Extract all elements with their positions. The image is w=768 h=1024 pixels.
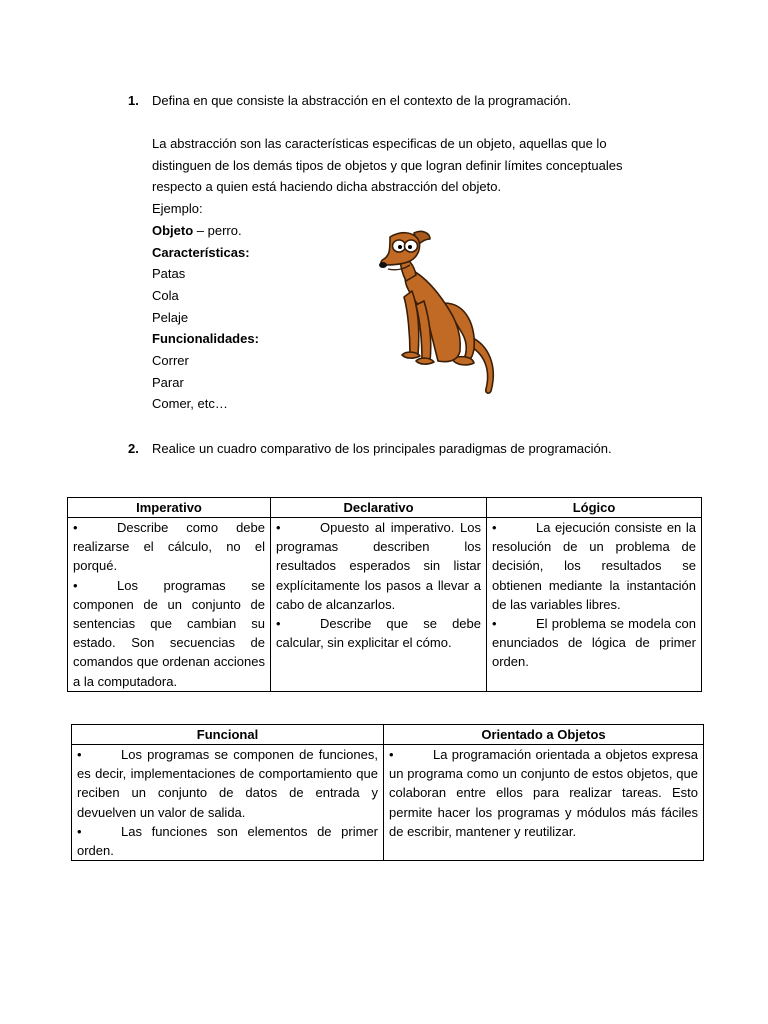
object-label: Objeto [152, 222, 194, 238]
functions-label: Funcionalidades: [152, 331, 259, 347]
header-declarativo: Declarativo [271, 498, 487, 518]
bullet-icon: • [73, 577, 78, 593]
comparison-table-2 [71, 724, 704, 861]
table-header-row [68, 498, 702, 518]
list-item [73, 576, 265, 691]
bullet-icon: • [276, 520, 281, 535]
feature-item: Patas [152, 266, 186, 282]
list-item [276, 614, 481, 652]
bullet-icon: • [389, 747, 394, 762]
cell-text: La ejecución consiste en la resolución de un problema de decisión, los resultados se obtienen mediante la instantación de las variables libres. [492, 520, 696, 612]
header-orientado-objetos: Orientado a Objetos [384, 725, 704, 745]
question-1-text: Defina en que consiste la abstracción en el contexto de la programación. [152, 93, 572, 108]
answer-line-2: distinguen de los demás tipos de objetos y que logran definir límites conceptuales [152, 157, 623, 173]
list-item [276, 518, 481, 614]
bullet-icon: • [77, 823, 82, 839]
features-label: Características: [152, 244, 250, 260]
cell-text: El problema se modela con enunciados de lógica de primer orden. [492, 616, 696, 670]
table-row [72, 745, 704, 861]
cell-imperativo [68, 518, 271, 692]
table-header-row [72, 725, 704, 745]
list-item [492, 518, 696, 614]
object-value: – perro. [193, 222, 242, 238]
cell-text: La programación orientada a objetos expresa un programa como un conjunto de estos objetos, que colaboran entre ellos para realizar tareas. Esto permite hacer los programas y módulos más fáciles de escribir, mantener y reutilizar. [389, 747, 698, 839]
dog-illustration [376, 225, 500, 395]
header-logico: Lógico [487, 498, 702, 518]
table-row [68, 518, 702, 692]
bullet-icon: • [492, 616, 497, 632]
cell-declarativo [271, 518, 487, 692]
bullet-icon: • [276, 616, 281, 632]
header-imperativo: Imperativo [68, 498, 271, 518]
answer-line-3: respecto a quien está haciendo dicha abstracción del objeto. [152, 179, 502, 195]
feature-item: Cola [152, 287, 179, 303]
bullet-icon: • [492, 520, 497, 535]
cell-funcional [72, 745, 384, 861]
cell-text: Los programas se componen de funciones, es decir, implementaciones de comportamiento que reciben un conjunto de datos de entrada y devuelven un valor de salida. [77, 747, 378, 820]
cell-text: Describe como debe realizarse el cálculo, no el porqué. [73, 520, 265, 574]
cell-text: Describe que se debe calcular, sin explicitar el cómo. [276, 616, 481, 651]
question-2-number: 2. [128, 441, 139, 456]
answer-line-1: La abstracción son las características especificas de un objeto, aquellas que lo [152, 136, 607, 151]
list-item [492, 614, 696, 672]
cell-text: Opuesto al imperativo. Los programas describen los resultados esperados sin listar explícitamente los pasos a llevar a cabo de alcanzarlos. [276, 520, 481, 612]
list-item [77, 745, 378, 822]
example-label: Ejemplo: [152, 201, 203, 217]
function-item: Comer, etc… [152, 396, 228, 412]
bullet-icon: • [73, 520, 78, 535]
bullet-icon: • [77, 747, 82, 762]
cell-text: Las funciones son elementos de primer orden. [77, 823, 378, 859]
question-1-number: 1. [128, 93, 139, 108]
cell-logico [487, 518, 702, 692]
feature-item: Pelaje [152, 309, 189, 325]
comparison-table-1 [67, 497, 702, 692]
function-item: Correr [152, 353, 189, 369]
list-item [77, 822, 378, 860]
question-2-text: Realice un cuadro comparativo de los principales paradigmas de programación. [152, 441, 612, 456]
function-item: Parar [152, 374, 184, 390]
list-item [389, 745, 698, 841]
cell-orientado-objetos [384, 745, 704, 861]
cell-text: Los programas se componen de un conjunto de sentencias que cambian su estado. Son secuencias de comandos que ordenan acciones a la computadora. [73, 577, 265, 689]
list-item [73, 518, 265, 576]
header-funcional: Funcional [72, 725, 384, 745]
